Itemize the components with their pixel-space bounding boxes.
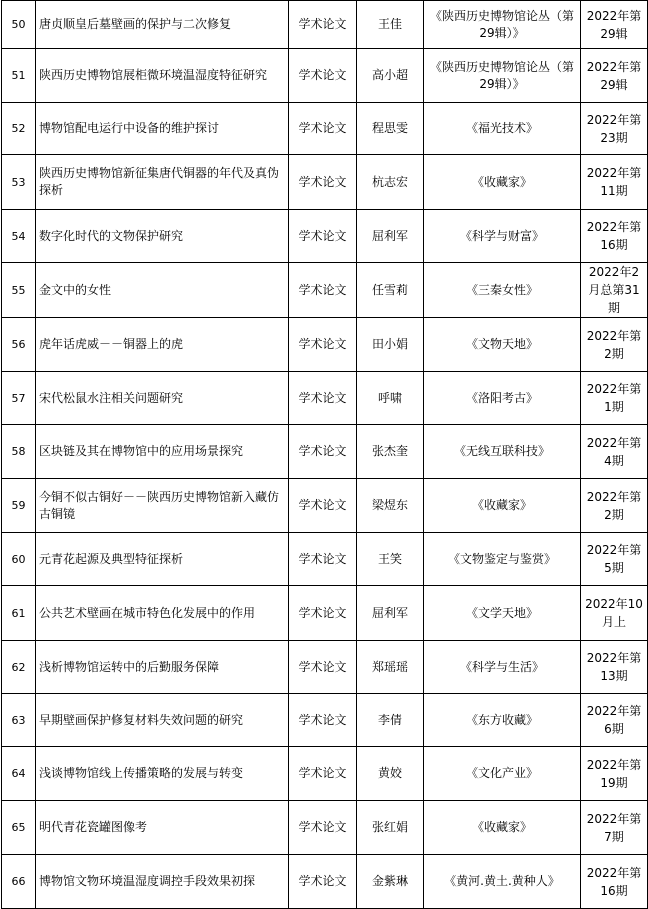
paper-title: 数字化时代的文物保护研究 bbox=[36, 210, 289, 263]
issue-info: 2022年第2期 bbox=[581, 318, 648, 372]
journal-name: 《三秦女性》 bbox=[424, 263, 581, 318]
author-name: 梁煜东 bbox=[357, 479, 424, 533]
row-number: 60 bbox=[2, 533, 36, 586]
journal-name: 《陕西历史博物馆论丛（第29辑）》 bbox=[424, 1, 581, 49]
author-name: 王笑 bbox=[357, 533, 424, 586]
journal-name: 《收藏家》 bbox=[424, 155, 581, 210]
table-row bbox=[2, 801, 648, 855]
table-row bbox=[2, 425, 648, 479]
row-number: 62 bbox=[2, 641, 36, 694]
issue-info: 2022年第13期 bbox=[581, 641, 648, 694]
table-row bbox=[2, 210, 648, 263]
author-name: 田小娟 bbox=[357, 318, 424, 372]
table-row bbox=[2, 855, 648, 909]
journal-name: 《文物天地》 bbox=[424, 318, 581, 372]
row-number: 56 bbox=[2, 318, 36, 372]
paper-title: 博物馆文物环境温湿度调控手段效果初探 bbox=[36, 855, 289, 909]
row-number: 52 bbox=[2, 103, 36, 155]
author-name: 任雪莉 bbox=[357, 263, 424, 318]
paper-type: 学术论文 bbox=[289, 641, 357, 694]
paper-type: 学术论文 bbox=[289, 586, 357, 641]
row-number: 66 bbox=[2, 855, 36, 909]
issue-info: 2022年第11期 bbox=[581, 155, 648, 210]
paper-type: 学术论文 bbox=[289, 533, 357, 586]
paper-type: 学术论文 bbox=[289, 479, 357, 533]
author-name: 程思雯 bbox=[357, 103, 424, 155]
paper-title: 博物馆配电运行中设备的维护探讨 bbox=[36, 103, 289, 155]
issue-info: 2022年第16期 bbox=[581, 855, 648, 909]
paper-title: 早期壁画保护修复材料失效问题的研究 bbox=[36, 694, 289, 747]
author-name: 黄姣 bbox=[357, 747, 424, 801]
author-name: 屈利军 bbox=[357, 586, 424, 641]
issue-info: 2022年第6期 bbox=[581, 694, 648, 747]
author-name: 王佳 bbox=[357, 1, 424, 49]
author-name: 金紫琳 bbox=[357, 855, 424, 909]
paper-type: 学术论文 bbox=[289, 210, 357, 263]
journal-name: 《科学与生活》 bbox=[424, 641, 581, 694]
paper-title: 浅谈博物馆线上传播策略的发展与转变 bbox=[36, 747, 289, 801]
paper-type: 学术论文 bbox=[289, 747, 357, 801]
row-number: 54 bbox=[2, 210, 36, 263]
issue-info: 2022年第4期 bbox=[581, 425, 648, 479]
paper-type: 学术论文 bbox=[289, 425, 357, 479]
paper-title: 唐贞顺皇后墓壁画的保护与二次修复 bbox=[36, 1, 289, 49]
table-row bbox=[2, 586, 648, 641]
paper-type: 学术论文 bbox=[289, 694, 357, 747]
author-name: 李倩 bbox=[357, 694, 424, 747]
paper-title: 陕西历史博物馆展柜微环境温湿度特征研究 bbox=[36, 49, 289, 103]
paper-title: 明代青花瓷罐图像考 bbox=[36, 801, 289, 855]
paper-title: 浅析博物馆运转中的后勤服务保障 bbox=[36, 641, 289, 694]
journal-name: 《收藏家》 bbox=[424, 479, 581, 533]
journal-name: 《无线互联科技》 bbox=[424, 425, 581, 479]
paper-type: 学术论文 bbox=[289, 1, 357, 49]
author-name: 高小超 bbox=[357, 49, 424, 103]
table-row bbox=[2, 155, 648, 210]
paper-title: 金文中的女性 bbox=[36, 263, 289, 318]
journal-name: 《东方收藏》 bbox=[424, 694, 581, 747]
author-name: 张杰奎 bbox=[357, 425, 424, 479]
journal-name: 《文学天地》 bbox=[424, 586, 581, 641]
paper-title: 公共艺术壁画在城市特色化发展中的作用 bbox=[36, 586, 289, 641]
publications-table-body bbox=[2, 1, 648, 909]
paper-type: 学术论文 bbox=[289, 318, 357, 372]
paper-title: 今铜不似古铜好－－陕西历史博物馆新入藏仿古铜镜 bbox=[36, 479, 289, 533]
issue-info: 2022年第29辑 bbox=[581, 1, 648, 49]
table-row bbox=[2, 694, 648, 747]
publications-table bbox=[1, 0, 648, 909]
paper-type: 学术论文 bbox=[289, 855, 357, 909]
row-number: 51 bbox=[2, 49, 36, 103]
issue-info: 2022年第19期 bbox=[581, 747, 648, 801]
row-number: 50 bbox=[2, 1, 36, 49]
issue-info: 2022年第16期 bbox=[581, 210, 648, 263]
paper-title: 陕西历史博物馆新征集唐代铜器的年代及真伪探析 bbox=[36, 155, 289, 210]
issue-info: 2022年10月上 bbox=[581, 586, 648, 641]
issue-info: 2022年2月总第31期 bbox=[581, 263, 648, 318]
author-name: 呼啸 bbox=[357, 372, 424, 425]
row-number: 65 bbox=[2, 801, 36, 855]
author-name: 杭志宏 bbox=[357, 155, 424, 210]
table-row bbox=[2, 479, 648, 533]
row-number: 53 bbox=[2, 155, 36, 210]
journal-name: 《文物鉴定与鉴赏》 bbox=[424, 533, 581, 586]
row-number: 63 bbox=[2, 694, 36, 747]
journal-name: 《收藏家》 bbox=[424, 801, 581, 855]
row-number: 57 bbox=[2, 372, 36, 425]
journal-name: 《福光技术》 bbox=[424, 103, 581, 155]
issue-info: 2022年第2期 bbox=[581, 479, 648, 533]
row-number: 55 bbox=[2, 263, 36, 318]
journal-name: 《黄河.黄土.黄种人》 bbox=[424, 855, 581, 909]
journal-name: 《陕西历史博物馆论丛（第29辑）》 bbox=[424, 49, 581, 103]
table-row bbox=[2, 1, 648, 49]
author-name: 张红娟 bbox=[357, 801, 424, 855]
row-number: 64 bbox=[2, 747, 36, 801]
paper-type: 学术论文 bbox=[289, 372, 357, 425]
issue-info: 2022年第1期 bbox=[581, 372, 648, 425]
author-name: 屈利军 bbox=[357, 210, 424, 263]
paper-title: 虎年话虎威－－铜器上的虎 bbox=[36, 318, 289, 372]
issue-info: 2022年第29辑 bbox=[581, 49, 648, 103]
journal-name: 《文化产业》 bbox=[424, 747, 581, 801]
journal-name: 《科学与财富》 bbox=[424, 210, 581, 263]
row-number: 59 bbox=[2, 479, 36, 533]
table-row bbox=[2, 747, 648, 801]
paper-type: 学术论文 bbox=[289, 801, 357, 855]
paper-type: 学术论文 bbox=[289, 263, 357, 318]
journal-name: 《洛阳考古》 bbox=[424, 372, 581, 425]
table-row bbox=[2, 641, 648, 694]
paper-type: 学术论文 bbox=[289, 49, 357, 103]
issue-info: 2022年第7期 bbox=[581, 801, 648, 855]
row-number: 58 bbox=[2, 425, 36, 479]
paper-title: 元青花起源及典型特征探析 bbox=[36, 533, 289, 586]
row-number: 61 bbox=[2, 586, 36, 641]
issue-info: 2022年第23期 bbox=[581, 103, 648, 155]
paper-type: 学术论文 bbox=[289, 155, 357, 210]
table-row bbox=[2, 263, 648, 318]
paper-title: 区块链及其在博物馆中的应用场景探究 bbox=[36, 425, 289, 479]
table-row bbox=[2, 372, 648, 425]
author-name: 郑瑶瑶 bbox=[357, 641, 424, 694]
paper-type: 学术论文 bbox=[289, 103, 357, 155]
paper-title: 宋代松鼠水注相关问题研究 bbox=[36, 372, 289, 425]
table-row bbox=[2, 103, 648, 155]
table-row bbox=[2, 533, 648, 586]
issue-info: 2022年第5期 bbox=[581, 533, 648, 586]
table-row bbox=[2, 318, 648, 372]
table-row bbox=[2, 49, 648, 103]
